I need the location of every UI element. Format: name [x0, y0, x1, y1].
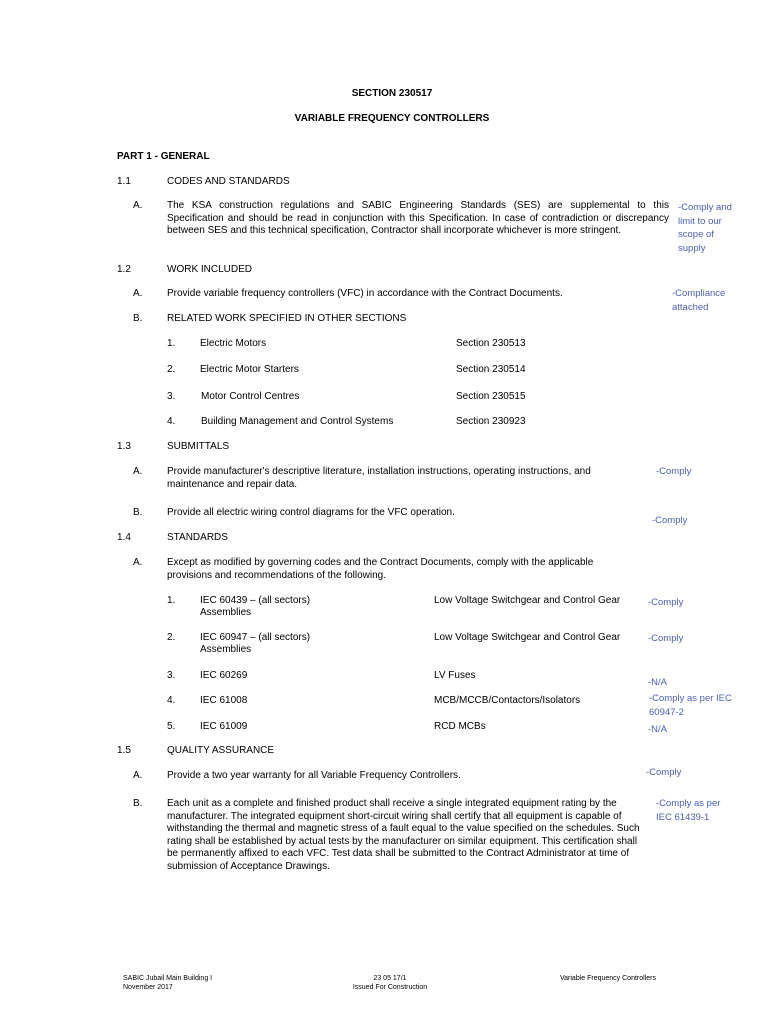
footer-section-title: Variable Frequency Controllers — [560, 975, 656, 982]
standard-number: 4. — [167, 695, 176, 706]
paragraph-text: Provide variable frequency controllers (VFC) in accordance with the Contract Documents. — [167, 288, 563, 299]
list-item-number: 3. — [167, 391, 176, 402]
paragraph-text: Provide manufacturer's descriptive literature, installation instructions, operating instructions, and maintenance and repair data. — [167, 466, 591, 490]
article-number: 1.4 — [117, 532, 131, 543]
paragraph-letter: A. — [133, 770, 143, 781]
paragraph-text: RELATED WORK SPECIFIED IN OTHER SECTIONS — [167, 313, 407, 324]
list-item-name: Building Management and Control Systems — [201, 416, 394, 427]
standard-description: MCB/MCCB/Contactors/Isolators — [434, 695, 581, 706]
article-number: 1.1 — [117, 176, 131, 187]
article-title: CODES AND STANDARDS — [167, 176, 290, 187]
footer-status: Issued For Construction — [352, 984, 428, 991]
compliance-note: -N/A — [648, 677, 667, 688]
article-title: WORK INCLUDED — [167, 264, 253, 275]
list-item-reference: Section 230515 — [456, 391, 526, 402]
paragraph-letter: B. — [133, 507, 143, 518]
standard-code: IEC 61009 — [200, 721, 248, 732]
article-number: 1.5 — [117, 745, 131, 756]
article-title: SUBMITTALS — [167, 441, 230, 452]
list-item-name: Electric Motor Starters — [200, 364, 299, 375]
standard-code-line2: Assemblies — [200, 644, 252, 655]
list-item-name: Electric Motors — [200, 338, 267, 349]
paragraph-text: Provide a two year warranty for all Variable Frequency Controllers. — [167, 770, 461, 781]
article-title: STANDARDS — [167, 532, 228, 543]
standard-code: IEC 60947 – (all sectors) — [200, 632, 311, 643]
compliance-note: -Comply — [648, 633, 684, 644]
standard-number: 3. — [167, 670, 176, 681]
paragraph-letter: B. — [133, 798, 143, 809]
paragraph-text: Except as modified by governing codes and the Contract Documents, comply with the applicable provisions and recommendations of the following. — [167, 557, 594, 581]
standard-code: IEC 60439 – (all sectors) — [200, 595, 311, 606]
footer-project: SABIC Jubail Main Building I — [123, 975, 213, 982]
footer-page-number: 23 05 17/1 — [373, 975, 407, 982]
section-number: SECTION 230517 — [351, 88, 433, 99]
list-item-reference: Section 230923 — [456, 416, 526, 427]
compliance-note: -Comply — [656, 466, 692, 477]
paragraph-letter: B. — [133, 313, 143, 324]
standard-number: 5. — [167, 721, 176, 732]
section-title: VARIABLE FREQUENCY CONTROLLERS — [294, 113, 490, 124]
compliance-note: -Compliance attached — [672, 288, 726, 313]
standard-description: Low Voltage Switchgear and Control Gear — [434, 595, 621, 606]
list-item-number: 1. — [167, 338, 176, 349]
standard-description: Low Voltage Switchgear and Control Gear — [434, 632, 621, 643]
list-item-reference: Section 230513 — [456, 338, 526, 349]
standard-number: 2. — [167, 632, 176, 643]
part-heading: PART 1 - GENERAL — [117, 151, 210, 162]
paragraph-letter: A. — [133, 288, 143, 299]
standard-number: 1. — [167, 595, 176, 606]
article-number: 1.2 — [117, 264, 131, 275]
list-item-number: 4. — [167, 416, 176, 427]
standard-code-line2: Assemblies — [200, 607, 252, 618]
article-title: QUALITY ASSURANCE — [167, 745, 275, 756]
compliance-note: -Comply and limit to our scope of supply — [678, 202, 732, 254]
list-item-name: Motor Control Centres — [201, 391, 300, 402]
list-item-number: 2. — [167, 364, 176, 375]
compliance-note: -Comply as per IEC 61439-1 — [656, 798, 721, 823]
compliance-note: -Comply — [652, 515, 688, 526]
paragraph-letter: A. — [133, 557, 143, 568]
footer-date: November 2017 — [123, 984, 173, 991]
article-number: 1.3 — [117, 441, 131, 452]
paragraph-letter: A. — [133, 200, 143, 211]
standard-code: IEC 60269 — [200, 670, 248, 681]
compliance-note: -Comply — [646, 767, 682, 778]
compliance-note: -N/A — [648, 724, 667, 735]
compliance-note: -Comply — [648, 597, 684, 608]
compliance-note: -Comply as per IEC 60947-2 — [649, 693, 732, 718]
paragraph-text: The KSA construction regulations and SABIC Engineering Standards (SES) are supplemental to this Specification and should be read in conjunction with this Specification. In case of contradiction or discrepancy between SES and this technical specification, Contractor shall incorporate whichever is more stringent. — [167, 200, 669, 236]
paragraph-text: Provide all electric wiring control diagrams for the VFC operation. — [167, 507, 455, 518]
list-item-reference: Section 230514 — [456, 364, 526, 375]
standard-code: IEC 61008 — [200, 695, 248, 706]
paragraph-text: Each unit as a complete and finished product shall receive a single integrated equipment rating by the manufacturer. The integrated equipment short-circuit wiring shall certify that all equipment is capable of withstanding the thermal and magnetic stress of a fault equal to the value specified on the schedules. Such rating shall be established by actual tests by the manufacturer on similar equipment. This certification shall be permanently affixed to each VFC. Test data shall be submitted to the Contract Administrator at time of submission of Acceptance Drawings. — [167, 798, 640, 872]
standard-description: RCD MCBs — [434, 721, 486, 732]
paragraph-letter: A. — [133, 466, 143, 477]
standard-description: LV Fuses — [434, 670, 476, 681]
